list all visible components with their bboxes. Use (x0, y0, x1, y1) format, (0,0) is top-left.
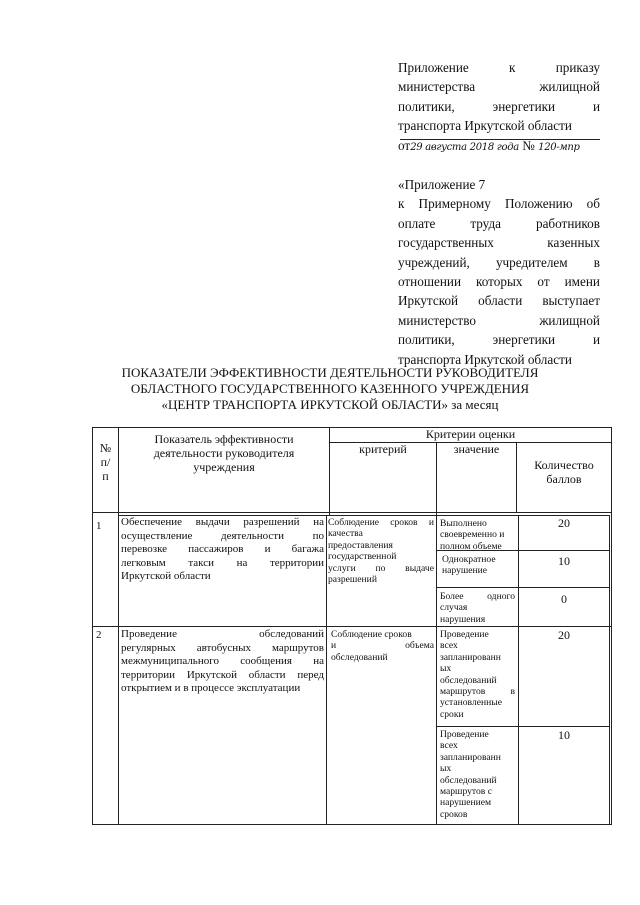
title-line: ОБЛАСТНОГО ГОСУДАРСТВЕННОГО КАЗЕННОГО УЧРЕЖДЕНИЯ (130, 381, 530, 396)
appendix-line: транспорта Иркутской области (398, 118, 572, 134)
appendix7-line: отношении которых от имени (398, 274, 600, 290)
header-criteria-group: Критерии оценки (425, 427, 516, 441)
signature-underline (400, 139, 600, 140)
header-criterion: критерий (359, 442, 407, 456)
row-divider (92, 626, 611, 627)
row-value: Проведение всех запланированн ых обследований маршрутов с нарушением сроков (440, 729, 501, 820)
row-points: 20 (558, 516, 570, 530)
title-line: «ЦЕНТР ТРАНСПОРТА ИРКУТСКОЙ ОБЛАСТИ» за месяц (161, 397, 499, 412)
inner-line (436, 515, 609, 516)
row-value: Проведение всех запланированн ых обследований маршрутов в установленные сроки (440, 629, 515, 720)
appendix-line: Приложение к приказу (398, 60, 600, 75)
row-num: 2 (96, 629, 102, 641)
row-points: 20 (558, 628, 570, 642)
table-border-right (611, 427, 612, 825)
appendix7-line: политики, энергетики и (398, 332, 600, 348)
row-points: 0 (561, 592, 567, 606)
appendix7-line: транспорта Иркутской области (398, 351, 572, 367)
header-num: № п/ п (99, 441, 112, 483)
row-criterion: Соблюдение сроков и качества предоставления государственной услуги по выдаче разрешений (328, 517, 434, 586)
appendix7-line: Иркутской области выступает (398, 293, 600, 309)
row-points: 10 (558, 554, 570, 568)
col-divider (326, 515, 327, 824)
appendix7-line: к Примерному Положению об (398, 196, 600, 212)
handwritten-number: 120-мпр (538, 141, 580, 153)
row-points: 10 (558, 728, 570, 742)
header-bottom (92, 512, 611, 513)
appendix-header (398, 58, 600, 157)
table-border-left (92, 427, 93, 825)
header-indicator: Показатель эффективности деятельности руководителя учреждения (153, 432, 295, 474)
appendix7-line: министерство жилищной (398, 312, 600, 328)
row-indicator: Обеспечение выдачи разрешений на осуществление деятельности по перевозке пассажиров и багажа легковым такси на территории Иркутской области (121, 516, 324, 583)
row-num: 1 (96, 520, 102, 532)
row-value: Однократное нарушение (442, 554, 496, 577)
col-divider (436, 442, 437, 824)
appendix7-line: оплате труда работников (398, 215, 600, 231)
document-title (100, 365, 560, 413)
inner-line (326, 515, 436, 516)
appendix7-line: учреждений, учредителем в (398, 254, 600, 270)
appendix7-line: государственных казенных (398, 235, 600, 251)
row-criterion: Соблюдение сроков и объема обследований (331, 629, 434, 663)
col-divider (609, 515, 610, 824)
number-prefix: № (522, 137, 535, 153)
title-line: ПОКАЗАТЕЛИ ЭФФЕКТИВНОСТИ ДЕЯТЕЛЬНОСТИ РУКОВОДИТЕЛЯ (121, 365, 539, 380)
inner-line (436, 587, 609, 588)
table-border-bottom (92, 824, 611, 825)
row-value: Выполнено своевременно и полном объеме (440, 518, 505, 552)
appendix-line: министерства жилищной (398, 79, 600, 95)
row-value: Более одного случая нарушения (440, 591, 515, 625)
header-points: Количество баллов (534, 458, 594, 486)
header-value: значение (453, 442, 500, 456)
date-prefix: от (398, 137, 411, 153)
inner-line (436, 726, 609, 727)
col-divider (118, 427, 119, 824)
appendix7-block (398, 175, 600, 369)
appendix7-line: «Приложение 7 (398, 177, 486, 192)
handwritten-date: 29 августа 2018 года (410, 141, 519, 153)
row-indicator: Проведение обследований регулярных автобусных маршрутов межмуниципального сообщения на территории Иркутской области перед открытием и в процессе эксплуатации (121, 628, 324, 695)
appendix-line: политики, энергетики и (398, 98, 600, 114)
